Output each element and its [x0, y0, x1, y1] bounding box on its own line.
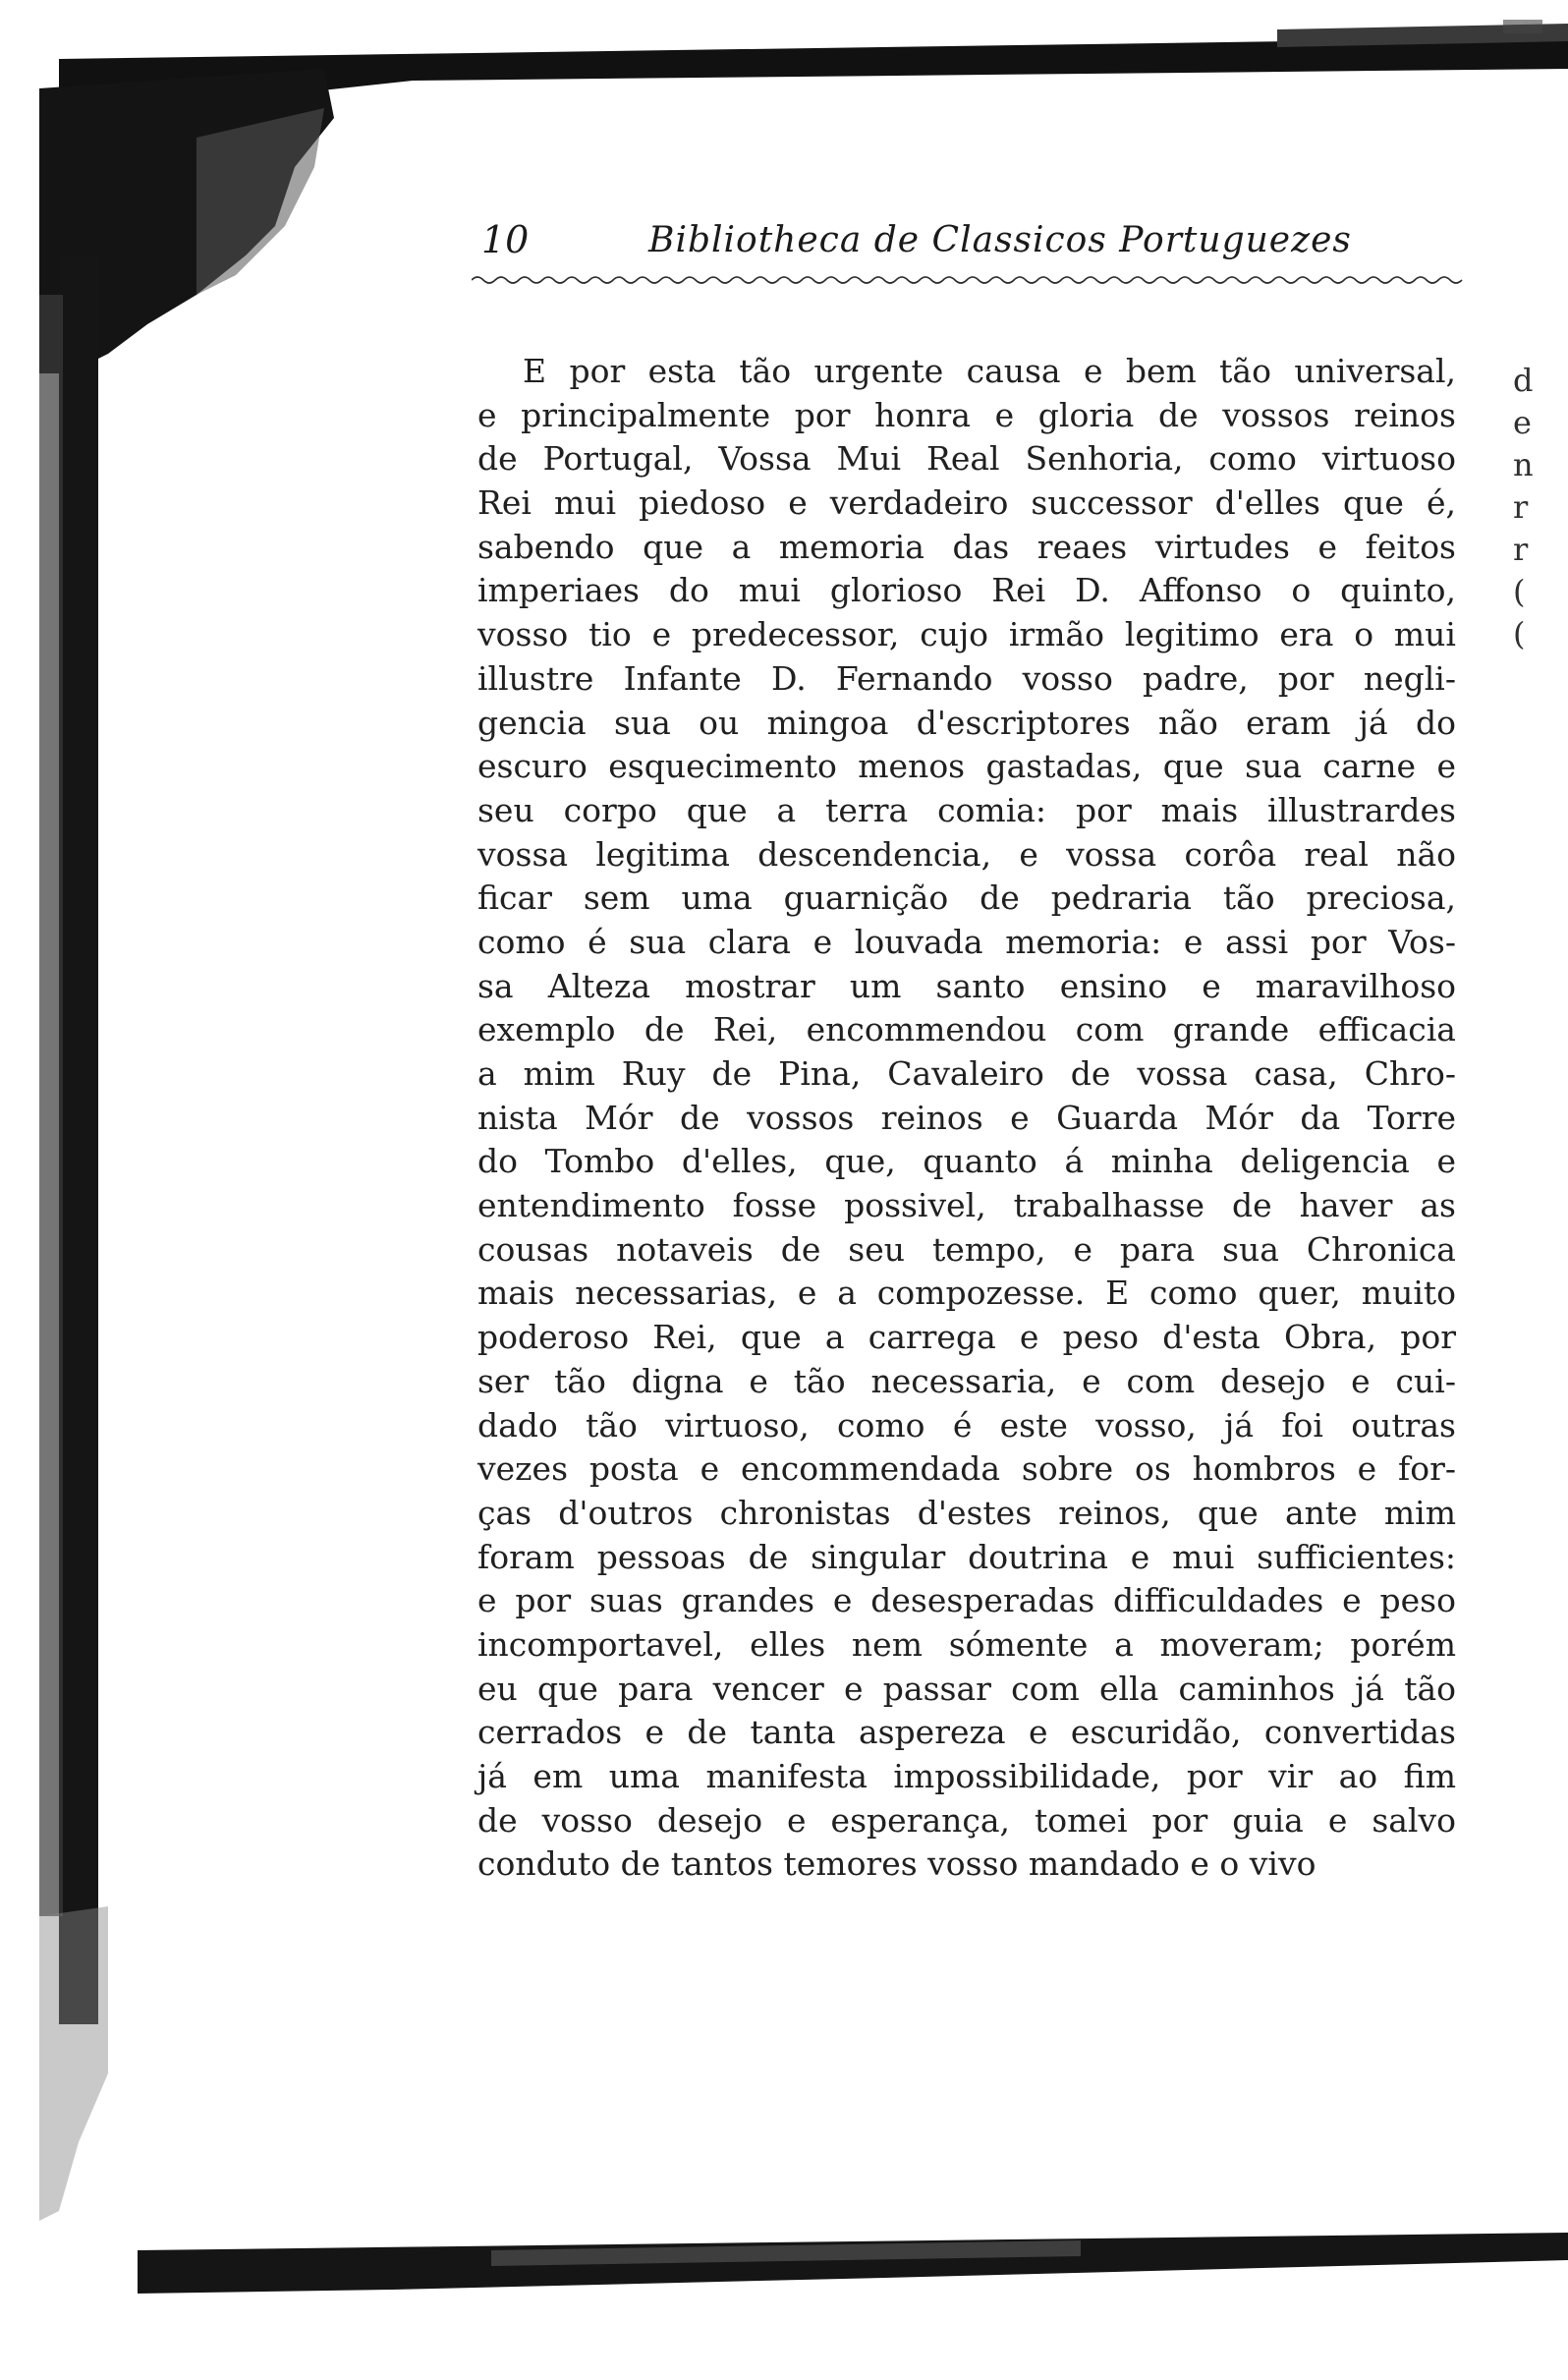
text-line: ser tão digna e tão necessaria, e com desejo e cui- — [477, 1361, 1456, 1400]
margin-letter: ( — [1513, 615, 1526, 652]
text-line: poderoso Rei, que a carrega e peso d'esta Obra, por — [477, 1318, 1456, 1357]
top-right-speck — [1503, 20, 1542, 33]
header-wavy-rule — [472, 273, 1464, 287]
text-line: e principalmente por honra e gloria de vossos reinos — [477, 395, 1456, 434]
text-line: a mim Ruy de Pina, Cavaleiro de vossa casa, Chro- — [477, 1054, 1456, 1093]
margin-letter: r — [1513, 488, 1529, 526]
text-line: vosso tio e predecessor, cujo irmão legitimo era o mui — [477, 615, 1456, 654]
text-line: de vosso desejo e esperança, tomei por guia e salvo — [477, 1800, 1456, 1840]
binding-band — [59, 255, 98, 2024]
margin-letter: e — [1513, 404, 1532, 441]
running-title: Bibliotheca de Classicos Portuguezes — [648, 220, 1352, 260]
facing-page-margin — [1513, 360, 1542, 655]
text-line: illustre Infante D. Fernando vosso padre, por negli- — [477, 658, 1456, 698]
text-line: ças d'outros chronistas d'estes reinos, que ante mim — [477, 1493, 1456, 1532]
page-number: 10 — [481, 218, 530, 261]
page-header — [481, 218, 1454, 277]
text-line: vossa legitima descendencia, e vossa corôa real não — [477, 834, 1456, 874]
text-line: ficar sem uma guarnição de pedraria tão preciosa, — [477, 878, 1456, 918]
text-line: do Tombo d'elles, que, quanto á minha deligencia e — [477, 1142, 1456, 1181]
text-line: imperiaes do mui glorioso Rei D. Affonso o quinto, — [477, 571, 1456, 610]
bottom-edge-band — [138, 2233, 1568, 2294]
binding-band-outer — [39, 295, 63, 1916]
text-line: E por esta tão urgente causa e bem tão universal, — [523, 352, 1456, 390]
margin-letter: r — [1513, 531, 1529, 568]
text-line: foram pessoas de singular doutrina e mui sufficientes: — [477, 1537, 1456, 1576]
text-line: incomportavel, elles nem sómente a moveram; porém — [477, 1624, 1456, 1664]
text-line: sa Alteza mostrar um santo ensino e maravilhoso — [477, 966, 1456, 1005]
text-line: eu que para vencer e passar com ella caminhos já tão — [477, 1669, 1456, 1708]
text-line: mais necessarias, e a compozesse. E como quer, muito — [477, 1274, 1456, 1313]
text-line: dado tão virtuoso, como é este vosso, já foi outras — [477, 1405, 1456, 1445]
margin-letter: n — [1513, 446, 1534, 483]
text-line: e por suas grandes e desesperadas difficuldades e peso — [477, 1581, 1456, 1620]
text-line: cousas notaveis de seu tempo, e para sua Chronica — [477, 1229, 1456, 1269]
text-line: gencia sua ou mingoa d'escriptores não eram já do — [477, 703, 1456, 742]
text-line: exemplo de Rei, encommendou com grande efficacia — [477, 1010, 1456, 1049]
text-line: conduto de tantos temores vosso mandado e o vivo — [477, 1844, 1316, 1884]
margin-letter: ( — [1513, 573, 1526, 610]
margin-letter: d — [1513, 362, 1534, 399]
text-line: escuro esquecimento menos gastadas, que sua carne e — [477, 747, 1456, 786]
body-paragraph — [477, 350, 1456, 1887]
text-line: cerrados e de tanta aspereza e escuridão, convertidas — [477, 1713, 1456, 1752]
text-line: seu corpo que a terra comia: por mais illustrardes — [477, 790, 1456, 829]
lower-left-halftone — [39, 1906, 108, 2221]
text-line: de Portugal, Vossa Mui Real Senhoria, como virtuoso — [477, 439, 1456, 479]
text-line: vezes posta e encommendada sobre os hombros e for- — [477, 1449, 1456, 1489]
text-line: Rei mui piedoso e verdadeiro successor d'elles que é, — [477, 483, 1456, 523]
upper-left-halftone — [196, 108, 324, 295]
text-line: nista Mór de vossos reinos e Guarda Mór da Torre — [477, 1098, 1456, 1137]
text-line: como é sua clara e louvada memoria: e assi por Vos- — [477, 922, 1456, 961]
text-line: sabendo que a memoria das reaes virtudes e feitos — [477, 527, 1456, 566]
text-line: entendimento fosse possivel, trabalhasse de haver as — [477, 1186, 1456, 1225]
text-line: já em uma manifesta impossibilidade, por vir ao fim — [477, 1757, 1456, 1795]
